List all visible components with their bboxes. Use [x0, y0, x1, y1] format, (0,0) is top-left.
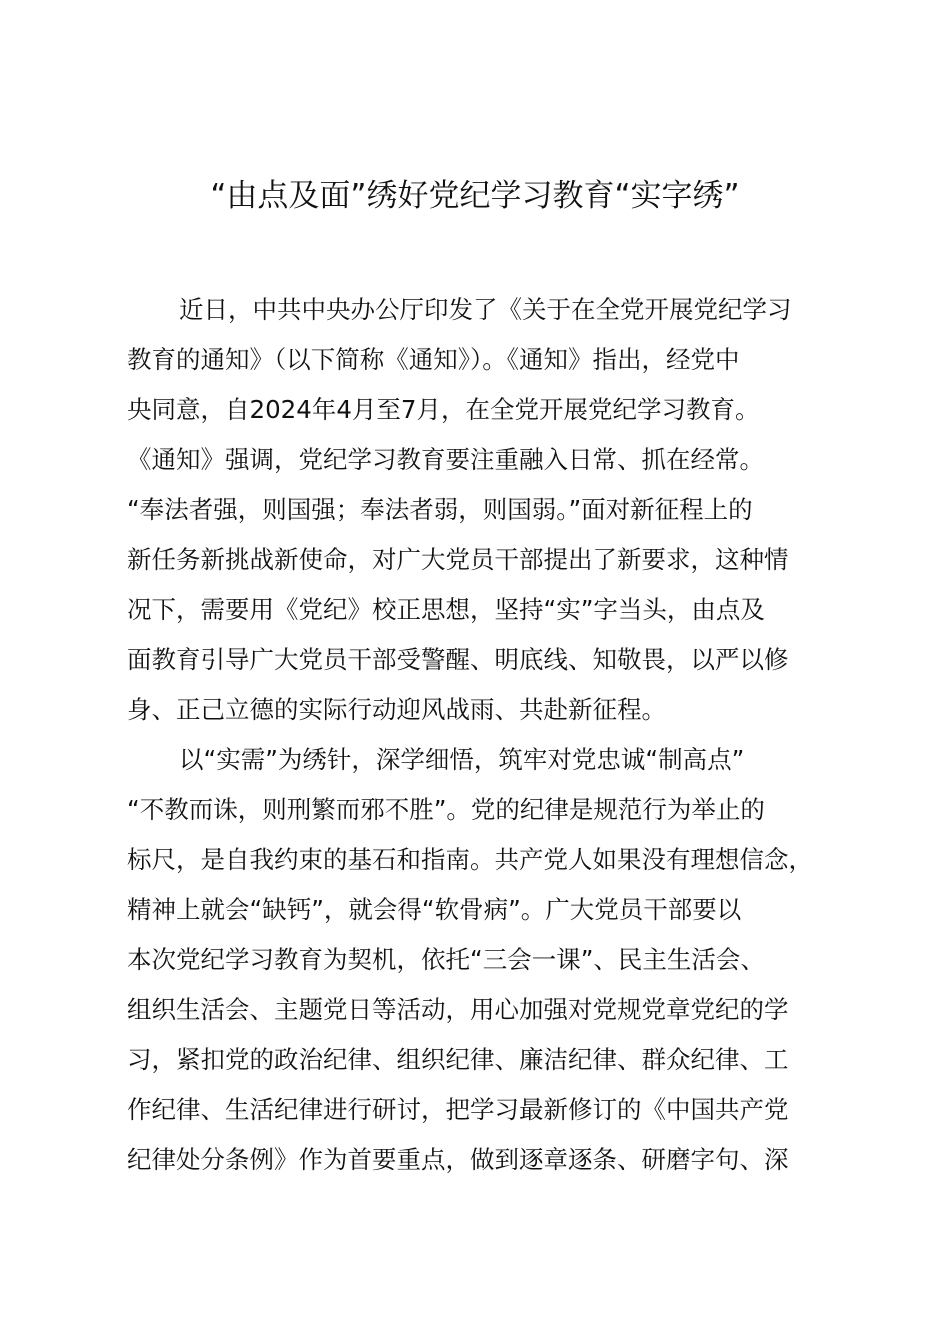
body-line: “不教而诛，则刑繁而邪不胜”。党的纪律是规范行为举止的 — [127, 795, 765, 824]
body-line: 央同意，自2024年4月至7月，在全党开展党纪学习教育。 — [127, 395, 760, 424]
body-line: 组织生活会、主题党日等活动，用心加强对党规党章党纪的学 — [127, 995, 789, 1024]
body-line: 近日，中共中央办公厅印发了《关于在全党开展党纪学习 — [179, 295, 792, 324]
body-line: 纪律处分条例》作为首要重点，做到逐章逐条、研磨字句、深 — [127, 1145, 789, 1174]
document-title: “由点及面”绣好党纪学习教育“实字绣” — [210, 178, 740, 214]
body-line: 况下，需要用《党纪》校正思想，坚持“实”字当头，由点及 — [127, 595, 765, 624]
body-line: 本次党纪学习教育为契机，依托“三会一课”、民主生活会、 — [127, 945, 765, 974]
body-line: 教育的通知》（以下简称《通知》）。《通知》指出，经党中 — [127, 345, 740, 374]
body-line: “奉法者强，则国强；奉法者弱，则国弱。”面对新征程上的 — [127, 495, 753, 524]
body-line: 新任务新挑战新使命，对广大党员干部提出了新要求，这种情 — [127, 545, 789, 574]
body-line: 习，紧扣党的政治纪律、组织纪律、廉洁纪律、群众纪律、工 — [127, 1045, 789, 1074]
body-line: 标尺，是自我约束的基石和指南。共产党人如果没有理想信念， — [127, 845, 813, 874]
body-line: 精神上就会“缺钙”，就会得“软骨病”。广大党员干部要以 — [127, 895, 742, 924]
body-line: 身、正己立德的实际行动迎风战雨、共赴新征程。 — [127, 695, 666, 724]
body-line: 以“实需”为绣针，深学细悟，筑牢对党忠诚“制高点” — [179, 745, 745, 774]
body-line: 面教育引导广大党员干部受警醒、明底线、知敬畏，以严以修 — [127, 645, 789, 674]
body-line: 《通知》强调，党纪学习教育要注重融入日常、抓在经常。 — [127, 445, 764, 474]
body-line: 作纪律、生活纪律进行研讨，把学习最新修订的《中国共产党 — [127, 1095, 789, 1124]
document-body — [127, 285, 847, 1185]
